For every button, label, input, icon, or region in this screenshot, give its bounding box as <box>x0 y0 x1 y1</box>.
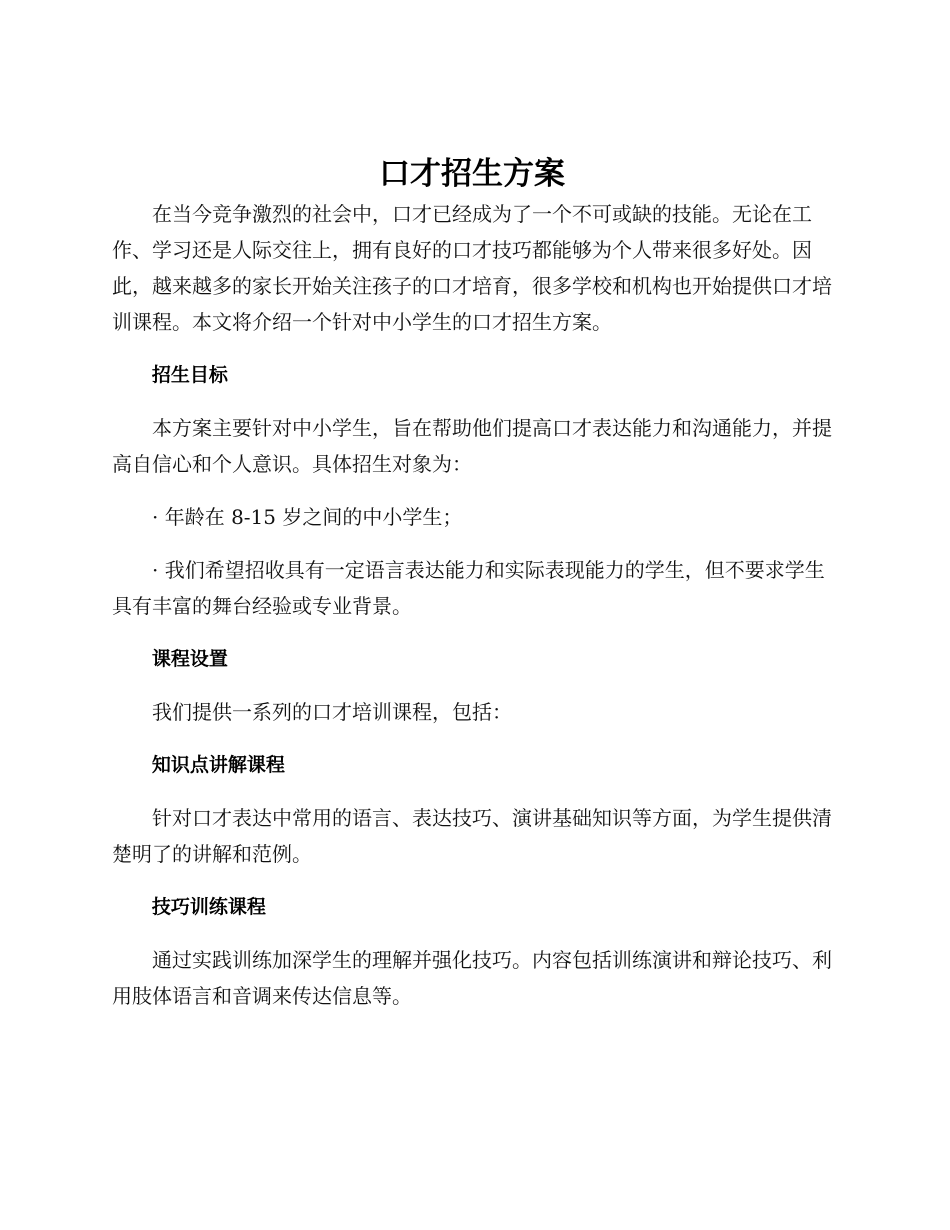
document-title: 口才招生方案 <box>379 156 565 192</box>
skill-course-paragraph: 通过实践训练加深学生的理解并强化技巧。内容包括训练演讲和辩论技巧、利用肢体语言和音调来传达信息等。 <box>112 948 832 1008</box>
course-setup-paragraph: 我们提供一系列的口才培训课程，包括： <box>152 700 512 724</box>
enrollment-bullet-ability: · 我们希望招收具有一定语言表达能力和实际表现能力的学生，但不要求学生具有丰富的舞台经验或专业背景。 <box>112 558 825 618</box>
section-heading-course-setup: 课程设置 <box>151 648 228 670</box>
knowledge-course-paragraph: 针对口才表达中常用的语言、表达技巧、演讲基础知识等方面，为学生提供清楚明了的讲解和范例。 <box>112 806 832 866</box>
enrollment-bullet-age: · 年龄在 8-15 岁之间的中小学生； <box>152 505 463 529</box>
section-heading-skill-course: 技巧训练课程 <box>151 896 266 918</box>
document-content <box>112 152 832 1014</box>
enrollment-goal-paragraph: 本方案主要针对中小学生，旨在帮助他们提高口才表达能力和沟通能力，并提高自信心和个人意识。具体招生对象为： <box>112 416 832 476</box>
section-heading-enrollment-goal: 招生目标 <box>151 364 228 386</box>
section-heading-knowledge-course: 知识点讲解课程 <box>151 754 285 776</box>
intro-paragraph: 在当今竞争激烈的社会中，口才已经成为了一个不可或缺的技能。无论在工作、学习还是人际交往上，拥有良好的口才技巧都能够为个人带来很多好处。因此，越来越多的家长开始关注孩子的口才培育，很多学校和机构也开始提供口才培训课程。本文将介绍一个针对中小学生的口才招生方案。 <box>112 202 832 334</box>
